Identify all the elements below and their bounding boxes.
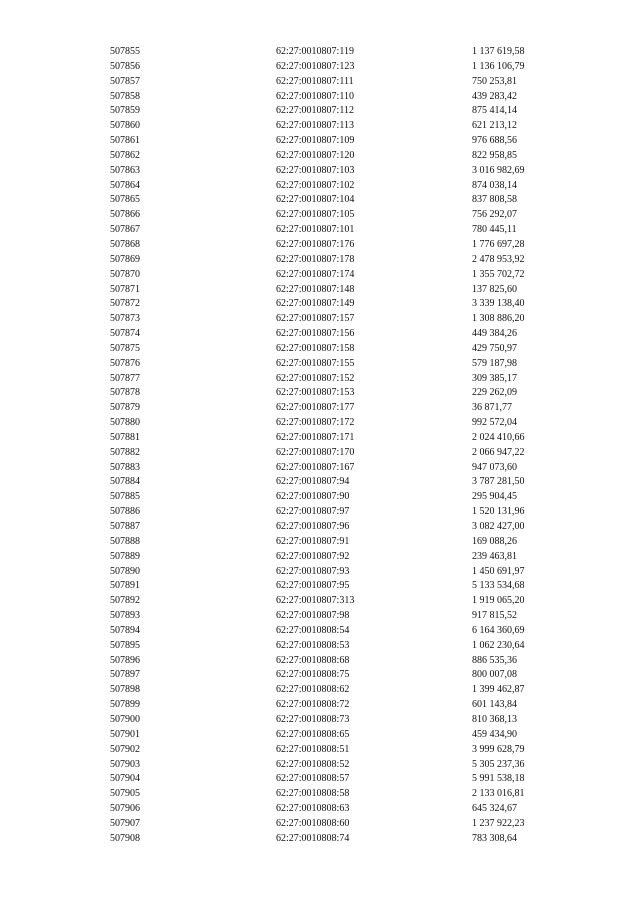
cadastral-value: 2 478 953,92 xyxy=(472,253,525,265)
cadastral-value: 295 904,45 xyxy=(472,491,517,503)
cadastral-value: 3 082 427,00 xyxy=(472,521,525,532)
row-number: 507901 xyxy=(110,728,140,740)
table-row xyxy=(0,386,640,401)
cadastral-value: 1 919 065,20 xyxy=(472,595,525,607)
row-number: 507872 xyxy=(110,298,140,310)
table-row xyxy=(0,758,640,773)
cadastral-number: 62:27:0010808:52 xyxy=(276,758,350,770)
cadastral-number: 62:27:0010807:105 xyxy=(276,209,355,221)
row-number: 507899 xyxy=(110,699,140,711)
cadastral-number: 62:27:0010807:176 xyxy=(276,238,355,250)
cadastral-number: 62:27:0010807:177 xyxy=(276,402,355,414)
row-number: 507865 xyxy=(110,194,140,206)
cadastral-value: 756 292,07 xyxy=(472,209,517,221)
cadastral-value: 429 750,97 xyxy=(472,342,517,354)
cadastral-number: 62:27:0010807:111 xyxy=(276,75,354,87)
row-number: 507880 xyxy=(110,417,140,429)
row-number: 507857 xyxy=(110,75,140,87)
cadastral-value: 3 016 982,69 xyxy=(472,164,525,176)
table-row xyxy=(0,342,640,357)
table-row xyxy=(0,297,640,312)
row-number: 507885 xyxy=(110,491,140,503)
cadastral-number: 62:27:0010808:58 xyxy=(276,788,350,800)
row-number: 507881 xyxy=(110,431,140,443)
cadastral-number: 62:27:0010807:90 xyxy=(276,491,350,503)
cadastral-number: 62:27:0010807:101 xyxy=(276,224,355,236)
table-row xyxy=(0,164,640,179)
table-row xyxy=(0,728,640,743)
row-number: 507862 xyxy=(110,149,140,161)
cadastral-value: 837 808,58 xyxy=(472,194,517,206)
table-row xyxy=(0,743,640,758)
row-number: 507906 xyxy=(110,803,140,815)
table-row xyxy=(0,624,640,639)
table-row xyxy=(0,639,640,654)
cadastral-number: 62:27:0010808:74 xyxy=(276,832,350,844)
cadastral-number: 62:27:0010808:73 xyxy=(276,713,350,725)
cadastral-value: 875 414,14 xyxy=(472,105,517,117)
cadastral-value: 917 815,52 xyxy=(472,610,517,622)
cadastral-number: 62:27:0010808:75 xyxy=(276,669,350,681)
cadastral-number: 62:27:0010807:98 xyxy=(276,610,350,622)
table-row xyxy=(0,401,640,416)
cadastral-number: 62:27:0010808:53 xyxy=(276,639,350,651)
table-row xyxy=(0,520,640,535)
cadastral-value: 229 262,09 xyxy=(472,387,517,399)
data-table xyxy=(0,45,640,847)
row-number: 507891 xyxy=(110,580,140,592)
cadastral-value: 874 038,14 xyxy=(472,179,517,191)
cadastral-number: 62:27:0010807:149 xyxy=(276,298,355,310)
cadastral-number: 62:27:0010808:62 xyxy=(276,684,350,696)
cadastral-value: 886 535,36 xyxy=(472,654,517,666)
cadastral-number: 62:27:0010808:63 xyxy=(276,803,350,815)
cadastral-value: 449 384,26 xyxy=(472,328,517,340)
cadastral-number: 62:27:0010807:109 xyxy=(276,135,355,147)
table-row xyxy=(0,268,640,283)
row-number: 507887 xyxy=(110,521,140,532)
table-row xyxy=(0,802,640,817)
cadastral-number: 62:27:0010807:167 xyxy=(276,461,355,473)
table-row xyxy=(0,565,640,580)
cadastral-number: 62:27:0010808:51 xyxy=(276,743,350,755)
table-row xyxy=(0,75,640,90)
cadastral-value: 309 385,17 xyxy=(472,372,517,384)
row-number: 507867 xyxy=(110,224,140,236)
cadastral-number: 62:27:0010807:120 xyxy=(276,149,355,161)
cadastral-value: 1 520 131,96 xyxy=(472,506,525,518)
cadastral-number: 62:27:0010808:54 xyxy=(276,624,350,636)
cadastral-value: 5 133 534,68 xyxy=(472,580,525,592)
row-number: 507884 xyxy=(110,476,140,488)
table-row xyxy=(0,357,640,372)
cadastral-number: 62:27:0010807:97 xyxy=(276,506,350,518)
table-row xyxy=(0,312,640,327)
cadastral-number: 62:27:0010807:94 xyxy=(276,476,350,488)
cadastral-number: 62:27:0010807:96 xyxy=(276,521,350,532)
cadastral-value: 5 991 538,18 xyxy=(472,773,525,785)
table-row xyxy=(0,594,640,609)
cadastral-value: 783 308,64 xyxy=(472,832,517,844)
cadastral-value: 2 066 947,22 xyxy=(472,446,525,458)
row-number: 507877 xyxy=(110,372,140,384)
cadastral-value: 645 324,67 xyxy=(472,803,517,815)
cadastral-value: 750 253,81 xyxy=(472,75,517,87)
row-number: 507882 xyxy=(110,446,140,458)
table-row xyxy=(0,208,640,223)
table-row xyxy=(0,550,640,565)
row-number: 507903 xyxy=(110,758,140,770)
cadastral-number: 62:27:0010807:95 xyxy=(276,580,350,592)
table-row xyxy=(0,475,640,490)
table-row xyxy=(0,431,640,446)
row-number: 507863 xyxy=(110,164,140,176)
table-row xyxy=(0,327,640,342)
table-row xyxy=(0,119,640,134)
cadastral-number: 62:27:0010807:156 xyxy=(276,328,355,340)
row-number: 507876 xyxy=(110,357,140,369)
row-number: 507889 xyxy=(110,550,140,562)
row-number: 507883 xyxy=(110,461,140,473)
cadastral-number: 62:27:0010807:153 xyxy=(276,387,355,399)
cadastral-value: 1 137 619,58 xyxy=(472,46,525,57)
cadastral-value: 5 305 237,36 xyxy=(472,758,525,770)
table-row xyxy=(0,772,640,787)
table-row xyxy=(0,134,640,149)
cadastral-number: 62:27:0010808:65 xyxy=(276,728,350,740)
cadastral-value: 36 871,77 xyxy=(472,402,512,414)
table-row xyxy=(0,179,640,194)
row-number: 507902 xyxy=(110,743,140,755)
cadastral-number: 62:27:0010807:171 xyxy=(276,431,355,443)
table-row xyxy=(0,223,640,238)
row-number: 507855 xyxy=(110,46,140,57)
cadastral-number: 62:27:0010807:170 xyxy=(276,446,355,458)
cadastral-value: 621 213,12 xyxy=(472,120,517,132)
table-row xyxy=(0,193,640,208)
table-row xyxy=(0,372,640,387)
row-number: 507873 xyxy=(110,313,140,325)
row-number: 507856 xyxy=(110,60,140,72)
cadastral-value: 137 825,60 xyxy=(472,283,517,295)
row-number: 507868 xyxy=(110,238,140,250)
row-number: 507861 xyxy=(110,135,140,147)
table-row xyxy=(0,683,640,698)
row-number: 507893 xyxy=(110,610,140,622)
row-number: 507895 xyxy=(110,639,140,651)
cadastral-value: 6 164 360,69 xyxy=(472,624,525,636)
cadastral-value: 1 355 702,72 xyxy=(472,268,525,280)
cadastral-value: 992 572,04 xyxy=(472,417,517,429)
cadastral-value: 3 787 281,50 xyxy=(472,476,525,488)
cadastral-number: 62:27:0010807:174 xyxy=(276,268,355,280)
table-row xyxy=(0,90,640,105)
cadastral-number: 62:27:0010807:119 xyxy=(276,46,354,57)
cadastral-value: 439 283,42 xyxy=(472,90,517,102)
cadastral-value: 800 007,08 xyxy=(472,669,517,681)
table-row xyxy=(0,253,640,268)
row-number: 507892 xyxy=(110,595,140,607)
table-row xyxy=(0,283,640,298)
table-row xyxy=(0,60,640,75)
cadastral-value: 780 445,11 xyxy=(472,224,517,236)
row-number: 507888 xyxy=(110,535,140,547)
cadastral-value: 239 463,81 xyxy=(472,550,517,562)
cadastral-value: 976 688,56 xyxy=(472,135,517,147)
table-row xyxy=(0,832,640,847)
row-number: 507871 xyxy=(110,283,140,295)
cadastral-value: 3 339 138,40 xyxy=(472,298,525,310)
cadastral-value: 459 434,90 xyxy=(472,728,517,740)
cadastral-number: 62:27:0010807:93 xyxy=(276,565,350,577)
cadastral-number: 62:27:0010807:157 xyxy=(276,313,355,325)
table-row xyxy=(0,505,640,520)
cadastral-value: 579 187,98 xyxy=(472,357,517,369)
cadastral-number: 62:27:0010807:110 xyxy=(276,90,354,102)
table-row xyxy=(0,490,640,505)
cadastral-value: 2 133 016,81 xyxy=(472,788,525,800)
row-number: 507874 xyxy=(110,328,140,340)
table-row xyxy=(0,238,640,253)
cadastral-number: 62:27:0010807:113 xyxy=(276,120,354,132)
cadastral-value: 169 088,26 xyxy=(472,535,517,547)
table-row xyxy=(0,45,640,60)
cadastral-value: 3 999 628,79 xyxy=(472,743,525,755)
cadastral-number: 62:27:0010807:313 xyxy=(276,595,355,607)
cadastral-number: 62:27:0010808:72 xyxy=(276,699,350,711)
row-number: 507864 xyxy=(110,179,140,191)
row-number: 507860 xyxy=(110,120,140,132)
cadastral-value: 1 450 691,97 xyxy=(472,565,525,577)
cadastral-number: 62:27:0010807:172 xyxy=(276,417,355,429)
row-number: 507866 xyxy=(110,209,140,221)
cadastral-number: 62:27:0010807:104 xyxy=(276,194,355,206)
table-row xyxy=(0,817,640,832)
cadastral-number: 62:27:0010807:92 xyxy=(276,550,350,562)
table-row xyxy=(0,654,640,669)
cadastral-value: 947 073,60 xyxy=(472,461,517,473)
table-row xyxy=(0,698,640,713)
row-number: 507898 xyxy=(110,684,140,696)
cadastral-number: 62:27:0010807:112 xyxy=(276,105,354,117)
table-row xyxy=(0,579,640,594)
table-row xyxy=(0,713,640,728)
row-number: 507879 xyxy=(110,402,140,414)
table-row xyxy=(0,787,640,802)
cadastral-value: 2 024 410,66 xyxy=(472,431,525,443)
row-number: 507890 xyxy=(110,565,140,577)
table-row xyxy=(0,461,640,476)
table-row xyxy=(0,104,640,119)
cadastral-value: 1 136 106,79 xyxy=(472,60,525,72)
cadastral-number: 62:27:0010807:152 xyxy=(276,372,355,384)
cadastral-value: 1 308 886,20 xyxy=(472,313,525,325)
cadastral-value: 1 776 697,28 xyxy=(472,238,525,250)
cadastral-value: 1 237 922,23 xyxy=(472,817,525,829)
cadastral-value: 1 399 462,87 xyxy=(472,684,525,696)
cadastral-number: 62:27:0010807:102 xyxy=(276,179,355,191)
row-number: 507870 xyxy=(110,268,140,280)
row-number: 507908 xyxy=(110,832,140,844)
cadastral-value: 822 958,85 xyxy=(472,149,517,161)
table-row xyxy=(0,668,640,683)
cadastral-value: 1 062 230,64 xyxy=(472,639,525,651)
cadastral-number: 62:27:0010807:178 xyxy=(276,253,355,265)
table-row xyxy=(0,609,640,624)
row-number: 507904 xyxy=(110,773,140,785)
table-row xyxy=(0,149,640,164)
cadastral-number: 62:27:0010807:158 xyxy=(276,342,355,354)
cadastral-number: 62:27:0010808:60 xyxy=(276,817,350,829)
table-row xyxy=(0,416,640,431)
row-number: 507869 xyxy=(110,253,140,265)
row-number: 507859 xyxy=(110,105,140,117)
cadastral-number: 62:27:0010807:123 xyxy=(276,60,355,72)
cadastral-number: 62:27:0010807:155 xyxy=(276,357,355,369)
cadastral-number: 62:27:0010808:68 xyxy=(276,654,350,666)
row-number: 507900 xyxy=(110,713,140,725)
cadastral-number: 62:27:0010808:57 xyxy=(276,773,350,785)
cadastral-value: 601 143,84 xyxy=(472,699,517,711)
row-number: 507905 xyxy=(110,788,140,800)
row-number: 507894 xyxy=(110,624,140,636)
cadastral-number: 62:27:0010807:148 xyxy=(276,283,355,295)
row-number: 507858 xyxy=(110,90,140,102)
row-number: 507878 xyxy=(110,387,140,399)
cadastral-number: 62:27:0010807:103 xyxy=(276,164,355,176)
table-row xyxy=(0,446,640,461)
cadastral-number: 62:27:0010807:91 xyxy=(276,535,350,547)
row-number: 507897 xyxy=(110,669,140,681)
row-number: 507886 xyxy=(110,506,140,518)
cadastral-value: 810 368,13 xyxy=(472,713,517,725)
row-number: 507907 xyxy=(110,817,140,829)
row-number: 507875 xyxy=(110,342,140,354)
row-number: 507896 xyxy=(110,654,140,666)
table-row xyxy=(0,535,640,550)
